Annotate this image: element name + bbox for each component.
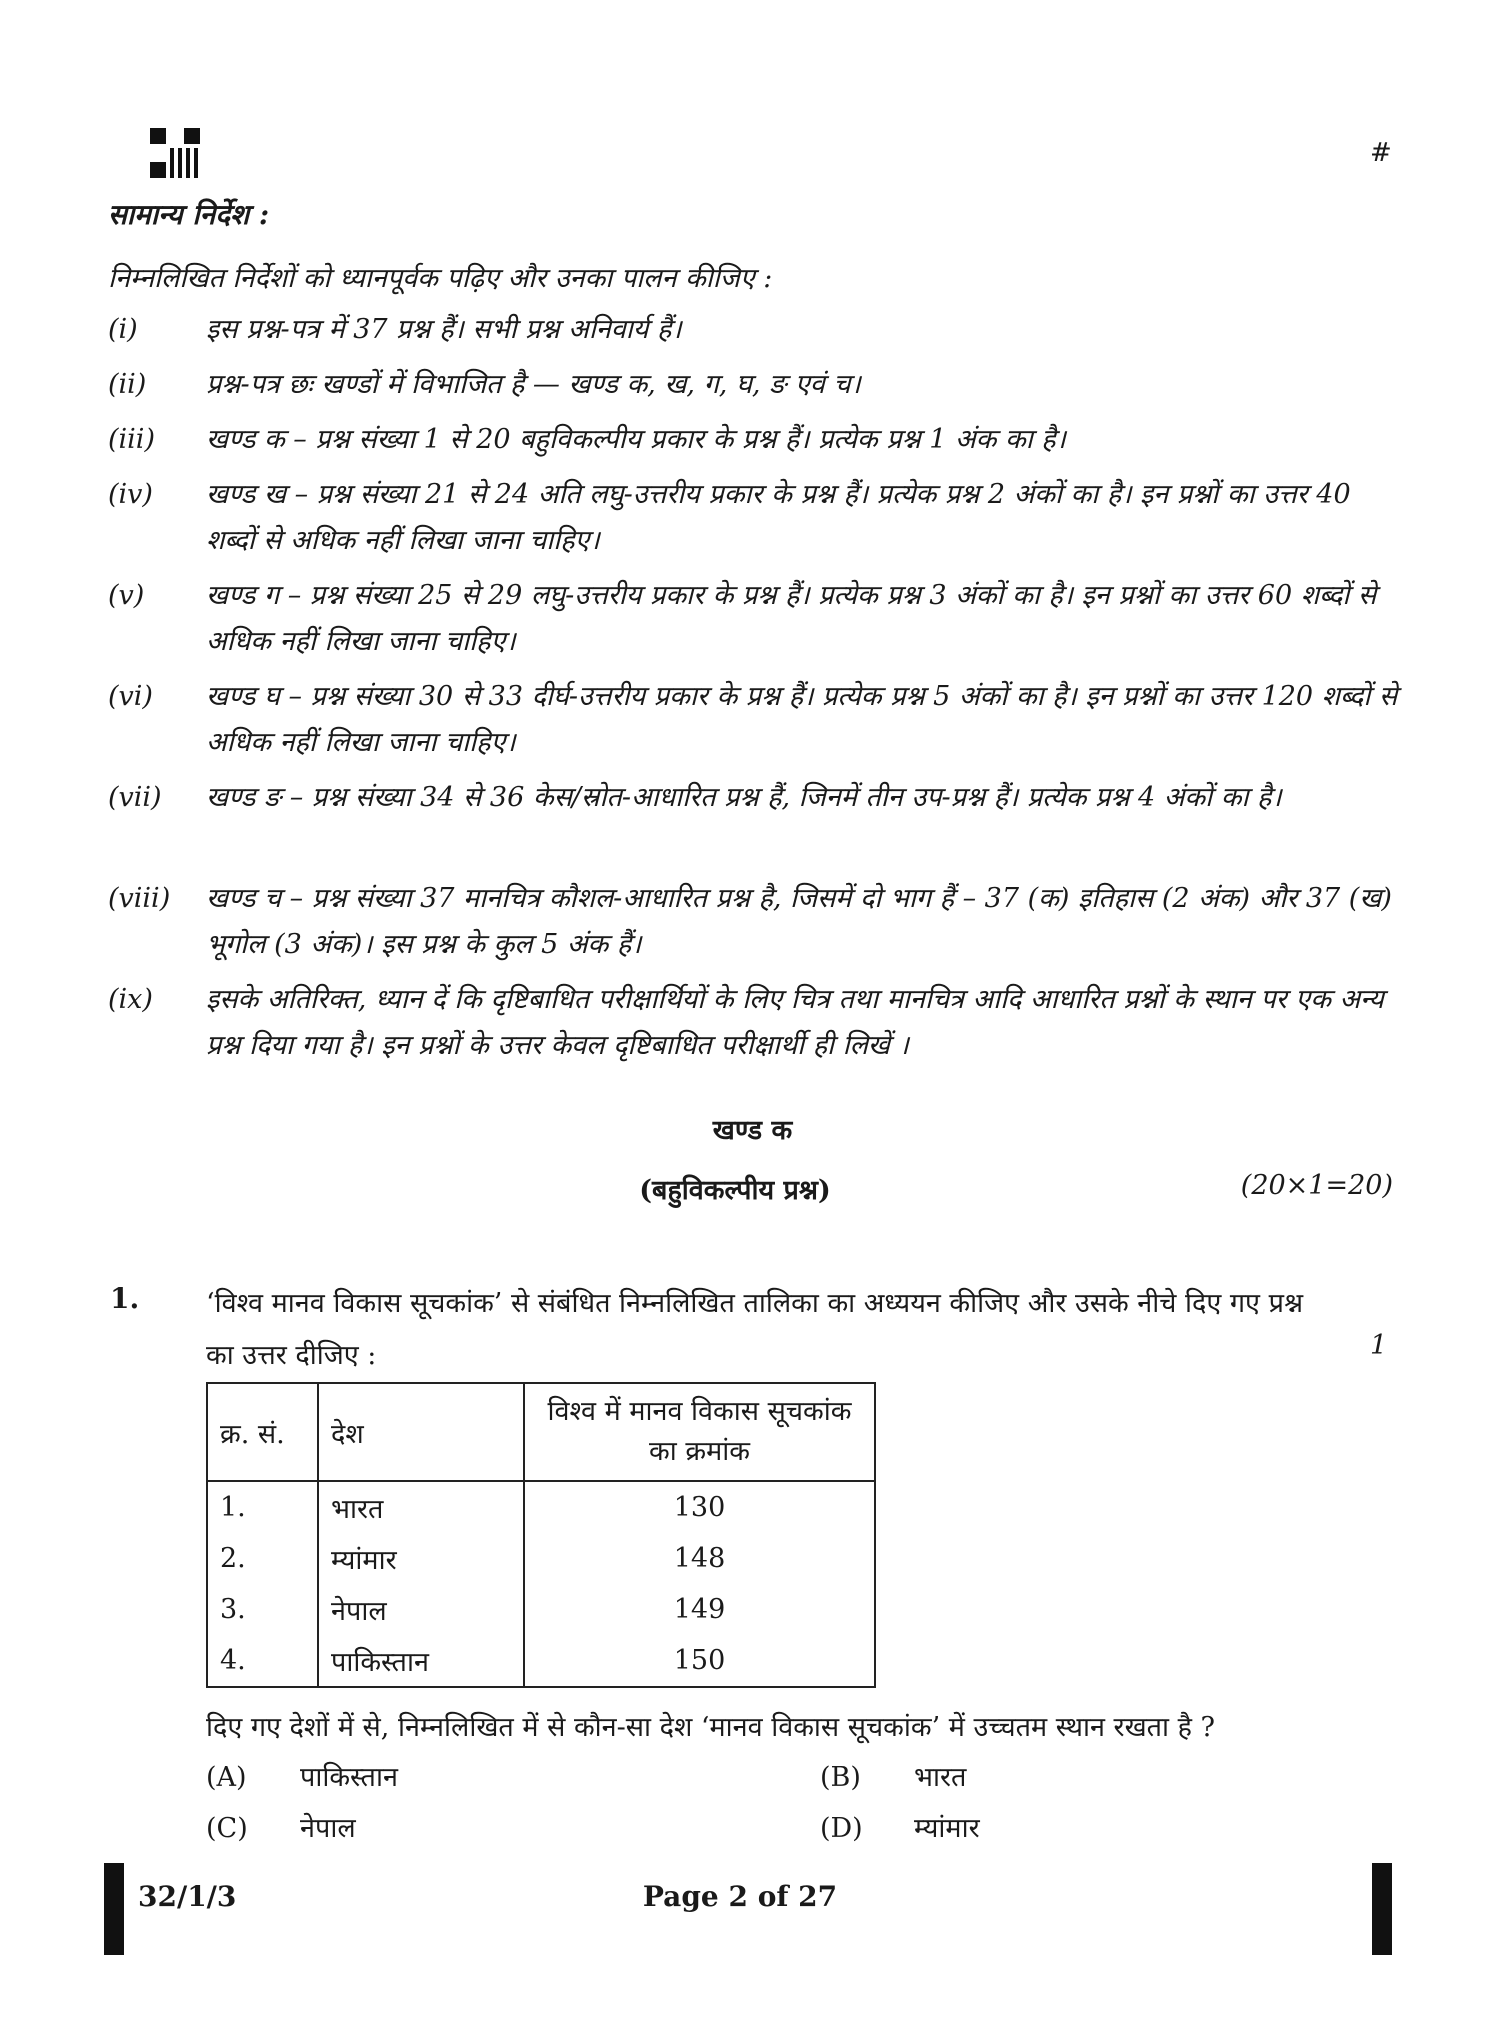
instruction-number: (i) xyxy=(108,314,138,345)
instruction-item xyxy=(108,573,1398,665)
instruction-number: (vii) xyxy=(108,782,162,813)
instruction-item xyxy=(108,362,1398,408)
instruction-number: (vi) xyxy=(108,681,153,712)
instructions-intro: निम्नलिखित निर्देशों को ध्यानपूर्वक पढ़िए और उनका पालन कीजिए : xyxy=(108,263,773,294)
section-title: खण्ड क xyxy=(712,1115,793,1146)
option-label: (D) xyxy=(820,1813,863,1844)
question-marks: 1 xyxy=(1370,1330,1388,1361)
option-d xyxy=(820,1808,980,1845)
table-header-cell: विश्व में मानव विकास सूचकांक का क्रमांक xyxy=(524,1383,875,1481)
instruction-item xyxy=(108,674,1398,766)
qr-code-icon xyxy=(150,128,200,178)
instruction-text: खण्ड च – प्रश्न संख्या 37 मानचित्र कौशल-आधारित प्रश्न है, जिसमें दो भाग हैं – 37 (क) इतिहास (2 अंक) और 37 (ख) भूगोल (3 अंक)। इस प्रश्न के कुल 5 अंक हैं। xyxy=(206,883,1392,960)
table-cell: म्यांमार xyxy=(318,1533,524,1584)
table-row xyxy=(207,1635,875,1687)
instruction-number: (iii) xyxy=(108,424,155,455)
table-cell: 1. xyxy=(207,1481,318,1533)
instruction-item xyxy=(108,472,1398,564)
instruction-text: इसके अतिरिक्त, ध्यान दें कि दृष्टिबाधित परीक्षार्थियों के लिए चित्र तथा मानचित्र आदि आधारित प्रश्नों के स्थान पर एक अन्य प्रश्न दिया गया है। इन प्रश्नों के उत्तर केवल दृष्टिबाधित परीक्षार्थी ही लिखें । xyxy=(206,984,1384,1061)
table-header-cell: क्र. सं. xyxy=(207,1383,318,1481)
table-row xyxy=(207,1481,875,1533)
instruction-item xyxy=(108,876,1398,968)
section-subtitle: (बहुविकल्पीय प्रश्न) xyxy=(639,1175,831,1206)
instruction-number: (iv) xyxy=(108,479,153,510)
instruction-text: इस प्रश्न-पत्र में 37 प्रश्न हैं। सभी प्रश्न अनिवार्य हैं। xyxy=(206,314,682,345)
instruction-item xyxy=(108,775,1398,821)
paper-code: 32/1/3 xyxy=(138,1880,237,1913)
option-label: (C) xyxy=(206,1813,248,1844)
table-cell: 148 xyxy=(524,1533,875,1584)
table-cell: पाकिस्तान xyxy=(318,1635,524,1687)
table-header-cell: देश xyxy=(318,1383,524,1481)
option-b xyxy=(820,1757,966,1794)
general-instructions-heading: सामान्य निर्देश : xyxy=(108,198,270,231)
table-row xyxy=(207,1533,875,1584)
table-cell: 2. xyxy=(207,1533,318,1584)
option-a xyxy=(206,1757,398,1794)
section-marks: (20×1=20) xyxy=(1240,1170,1393,1201)
instruction-text: खण्ड घ – प्रश्न संख्या 30 से 33 दीर्घ-उत्तरीय प्रकार के प्रश्न हैं। प्रत्येक प्रश्न 5 अंकों का है। इन प्रश्नों का उत्तर 120 शब्दों से अधिक नहीं लिखा जाना चाहिए। xyxy=(206,681,1398,758)
instruction-text: खण्ड ख – प्रश्न संख्या 21 से 24 अति लघु-उत्तरीय प्रकार के प्रश्न हैं। प्रत्येक प्रश्न 2 अंकों का है। इन प्रश्नों का उत्तर 40 शब्दों से अधिक नहीं लिखा जाना चाहिए। xyxy=(206,479,1351,556)
table-cell: नेपाल xyxy=(318,1584,524,1635)
option-label: (B) xyxy=(820,1762,861,1793)
instruction-number: (viii) xyxy=(108,883,171,914)
instruction-number: (ix) xyxy=(108,984,153,1015)
instruction-item xyxy=(108,417,1398,463)
table-header-row xyxy=(207,1383,875,1481)
option-text: नेपाल xyxy=(300,1813,356,1844)
table-cell: 150 xyxy=(524,1635,875,1687)
hdi-table xyxy=(206,1382,876,1688)
instruction-text: खण्ड ग – प्रश्न संख्या 25 से 29 लघु-उत्तरीय प्रकार के प्रश्न हैं। प्रत्येक प्रश्न 3 अंकों का है। इन प्रश्नों का उत्तर 60 शब्दों से अधिक नहीं लिखा जाना चाहिए। xyxy=(206,580,1377,657)
instruction-text: खण्ड क – प्रश्न संख्या 1 से 20 बहुविकल्पीय प्रकार के प्रश्न हैं। प्रत्येक प्रश्न 1 अंक का है। xyxy=(206,424,1066,455)
table-cell: भारत xyxy=(318,1481,524,1533)
instruction-text: खण्ड ङ – प्रश्न संख्या 34 से 36 केस/स्रोत-आधारित प्रश्न हैं, जिनमें तीन उप-प्रश्न हैं। प्रत्येक प्रश्न 4 अंकों का है। xyxy=(206,782,1282,813)
question-number: 1. xyxy=(110,1282,140,1315)
footer-bar-right xyxy=(1372,1863,1392,1955)
option-c xyxy=(206,1808,356,1845)
option-text: म्यांमार xyxy=(914,1813,980,1844)
table-cell: 149 xyxy=(524,1584,875,1635)
question-stem: दिए गए देशों में से, निम्नलिखित में से कौन-सा देश ‘मानव विकास सूचकांक’ में उच्चतम स्थान रखता है ? xyxy=(206,1712,1216,1743)
instruction-text: प्रश्न-पत्र छः खण्डों में विभाजित है — खण्ड क, ख, ग, घ, ङ एवं च। xyxy=(206,369,861,400)
page-hash-mark: # xyxy=(1370,138,1392,168)
question-text: ‘विश्व मानव विकास सूचकांक’ से संबंधित निम्नलिखित तालिका का अध्ययन कीजिए और उसके नीचे दिए गए प्रश्न का उत्तर दीजिए : xyxy=(206,1288,1304,1371)
option-label: (A) xyxy=(206,1762,247,1793)
instruction-item xyxy=(108,307,1398,353)
table-cell: 130 xyxy=(524,1481,875,1533)
instruction-number: (v) xyxy=(108,580,145,611)
option-text: भारत xyxy=(914,1762,967,1793)
table-row xyxy=(207,1584,875,1635)
instruction-item xyxy=(108,977,1398,1069)
table-cell: 3. xyxy=(207,1584,318,1635)
page-number: Page 2 of 27 xyxy=(642,1880,838,1913)
table-cell: 4. xyxy=(207,1635,318,1687)
instruction-number: (ii) xyxy=(108,369,147,400)
option-text: पाकिस्तान xyxy=(300,1762,398,1793)
